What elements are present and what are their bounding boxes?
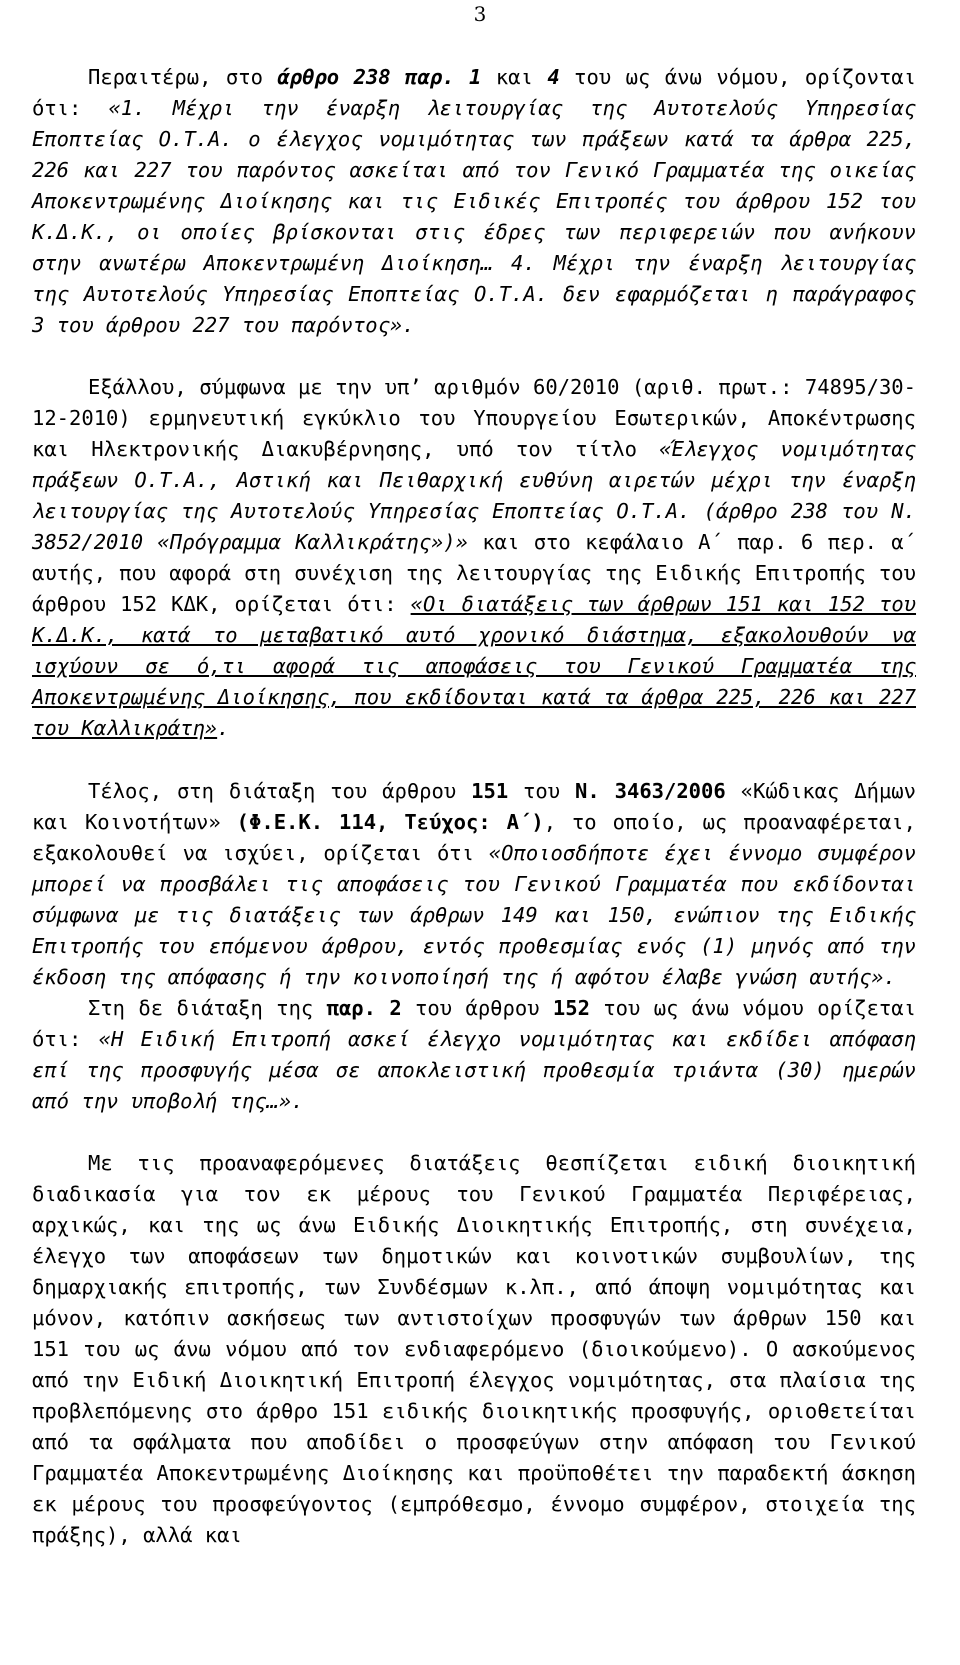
paragraph-circular-60-2010: Εξάλλου, σύμφωνα με την υπ’ αριθμόν 60/2010 (αριθ. πρωτ.: 74895/30-12-2010) ερμηνευτική εγκύκλιο του Υπουργείου Εσωτερικών, Αποκέντρωσης και Ηλεκτρονικής Διακυβέρνησης, υπό τον τίτλο «Έλεγχος νομιμότητας πράξεων Ο.Τ.Α., Αστική και Πειθαρχική ευθύνη αιρετών μέχρι την έναρξη λειτουργίας της Αυτοτελούς Υπηρεσίας Εποπτείας Ο.Τ.Α. (άρθρο 238 του Ν. 3852/2010 «Πρόγραμμα Καλλικράτης»)» και στο κεφάλαιο Α΄ παρ. 6 περ. α΄ αυτής, που αφορά στη συνέχιση της λειτουργίας της Ειδικής Επιτροπής του άρθρου 152 ΚΔΚ, ορίζεται ότι: «Οι διατάξεις των άρθρων 151 και 152 του Κ.Δ.Κ., κατά το μεταβατικό αυτό χρονικό διάστημα, εξακολουθούν να ισχύουν σε ό,τι αφορά τις αποφάσεις του Γενικού Γραμματέα της Αποκεντρωμένης Διοίκησης, που εκδίδονται κατά τα άρθρα 225, 226 και 227 του Καλλικράτη».	[32, 375, 917, 740]
paragraph-article-238: Περαιτέρω, στο άρθρο 238 παρ. 1 και 4 του ως άνω νόμου, ορίζονται ότι: «1. Μέχρι την έναρξη λειτουργίας της Αυτοτελούς Υπηρεσίας Εποπτείας Ο.Τ.Α. ο έλεγχος νομιμότητας των πράξεων κατά τα άρθρα 225, 226 και 227 του παρόντος ασκείται από τον Γενικό Γραμματέα της οικείας Αποκεντρωμένης Διοίκησης και τις Ειδικές Επιτροπές του άρθρου 152 του Κ.Δ.Κ., οι οποίες βρίσκονται στις έδρες των περιφερειών που ανήκουν στην ανωτέρω Αποκεντρωμένη Διοίκηση… 4. Μέχρι την έναρξη λειτουργίας της Αυτοτελούς Υπηρεσίας Εποπτείας Ο.Τ.Α. δεν εφαρμόζεται η παράγραφος 3 του άρθρου 227 του παρόντος».	[32, 65, 916, 337]
paragraph-article-152: Στη δε διάταξη της παρ. 2 του άρθρου 152 του ως άνω νόμου ορίζεται ότι: «Η Ειδική Επιτροπή ασκεί έλεγχο νομιμότητας και εκδίδει απόφαση επί της προσφυγής μέσα σε αποκλειστική προθεσμία τριάντα (30) ημερών από την υποβολή της…».	[32, 996, 916, 1113]
paragraph-procedure: Με τις προαναφερόμενες διατάξεις θεσπίζεται ειδική διοικητική διαδικασία για τον εκ μέρους του Γενικού Γραμματέα Περιφέρειας, αρχικώς, και της ως άνω Ειδικής Διοικητικής Επιτροπής, στη συνέχεια, έλεγχο των αποφάσεων των δημοτικών και κοινοτικών συμβουλίων, της δημαρχιακής επιτροπής, των Συνδέσμων κ.λπ., από άποψη νομιμότητας και μόνον, κατόπιν ασκήσεως των αντιστοίχων προσφυγών των άρθρων 150 και 151 του ως άνω νόμου από τον ενδιαφερόμενο (διοικούμενο). Ο ασκούμενος από την Ειδική Διοικητική Επιτροπή έλεγχος νομιμότητας, στα πλαίσια της προβλεπόμενης στο άρθρο 151 ειδικής διοικητικής προσφυγής, οριοθετείται από τα σφάλματα που αποδίδει ο προσφεύγων στην απόφαση του Γενικού Γραμματέα Αποκεντρωμένης Διοίκησης και προϋποθέτει την παραδεκτή άσκηση εκ μέρους του προσφεύγοντος (εμπρόθεσμο, έννομο συμφέρον, στοιχεία της πράξης), αλλά και	[32, 1151, 916, 1547]
document-body	[32, 62, 916, 1551]
page-number: 3	[473, 2, 487, 26]
paragraph-article-151: Τέλος, στη διάταξη του άρθρου 151 του Ν. 3463/2006 «Κώδικας Δήμων και Κοινοτήτων» (Φ.Ε.Κ. 114, Τεύχος: Α΄), το οποίο, ως προαναφέρεται, εξακολουθεί να ισχύει, ορίζεται ότι «Οποιοσδήποτε έχει έννομο συμφέρον μπορεί να προσβάλει τις αποφάσεις του Γενικού Γραμματέα που εκδίδονται σύμφωνα με τις διατάξεις των άρθρων 149 και 150, ενώπιον της Ειδικής Επιτροπής του επόμενου άρθρου, εντός προθεσμίας ενός (1) μηνός από την έκδοση της απόφασης ή την κοινοποίησή της ή αφότου έλαβε γνώση αυτής».	[32, 779, 916, 989]
